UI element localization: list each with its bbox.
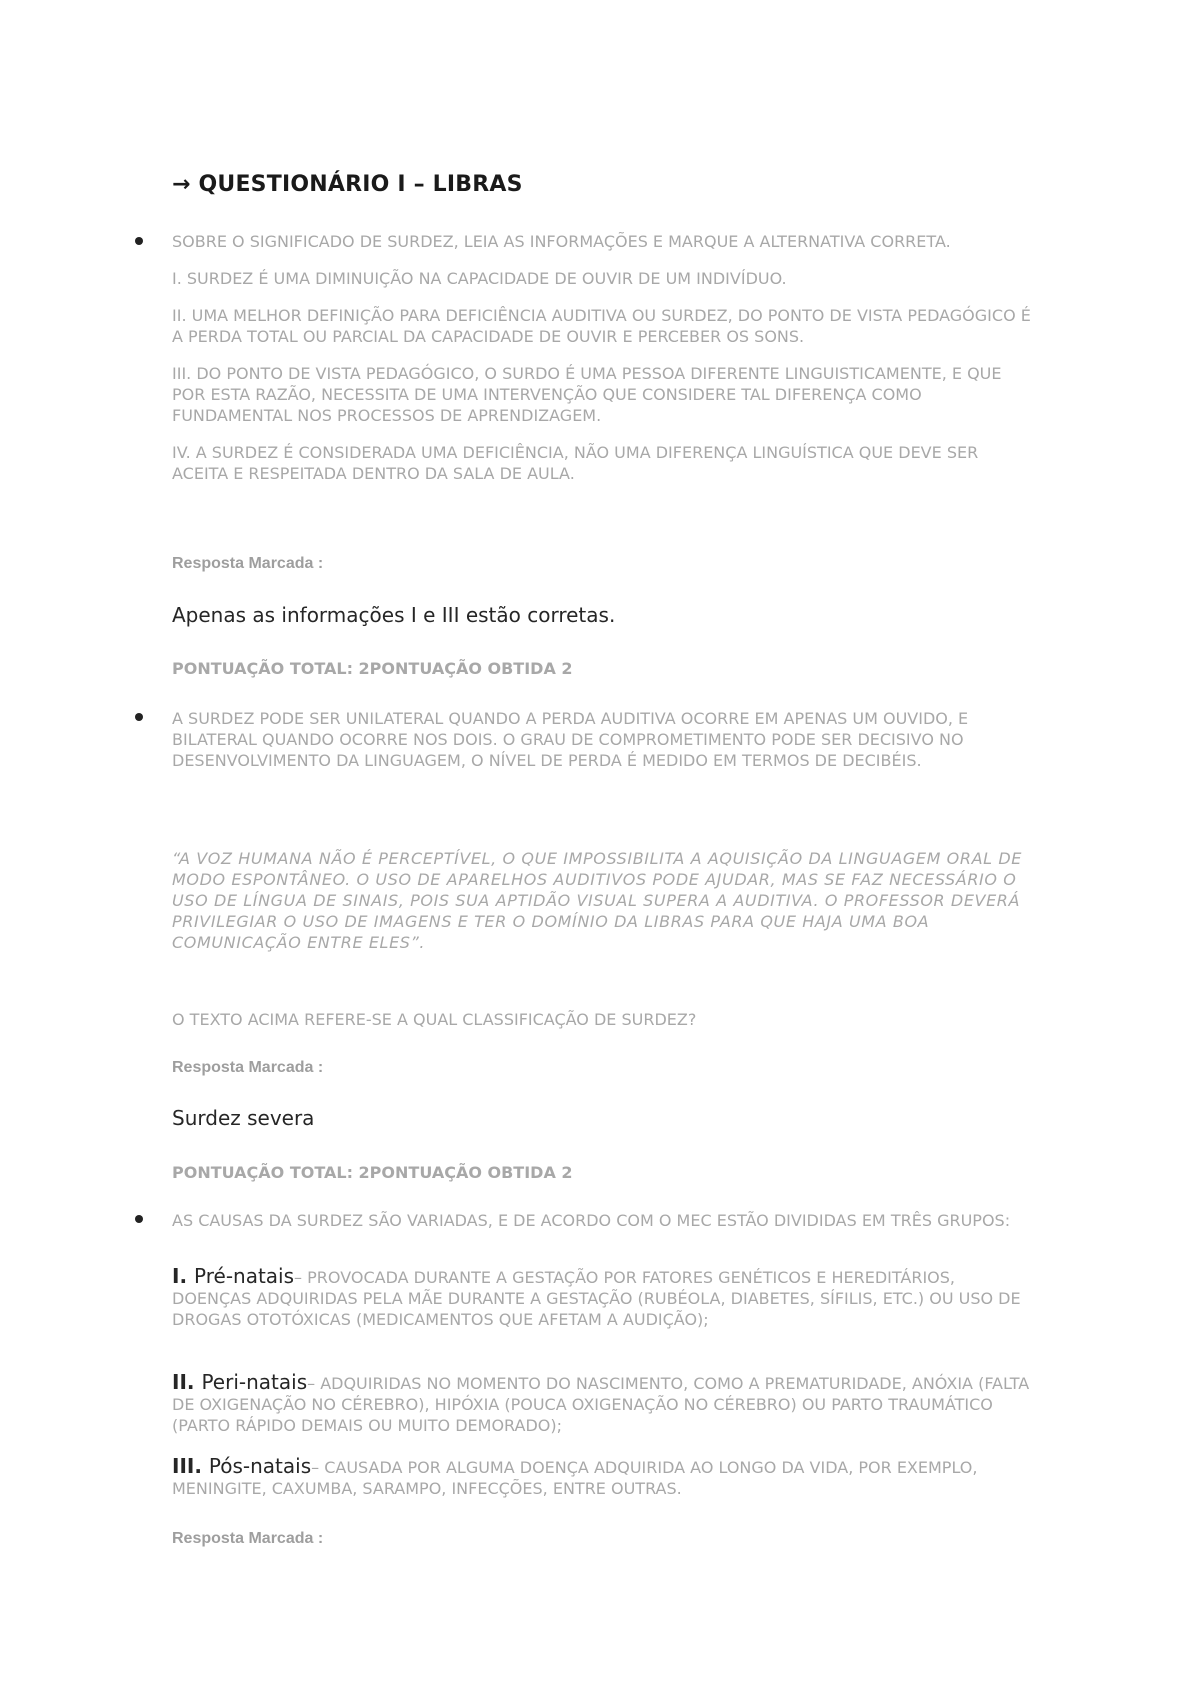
marked-answer: Apenas as informações I e III estão corretas. (172, 603, 616, 627)
statement-iv: IV. A SURDEZ É CONSIDERADA UMA DEFICIÊNCIA, NÃO UMA DIFERENÇA LINGUÍSTICA QUE DEVE SER ACEITA E RESPEITADA DENTRO DA SALA DE AULA. (172, 443, 979, 483)
cause-perinatal (172, 1372, 1032, 1436)
statement-ii: II. UMA MELHOR DEFINIÇÃO PARA DEFICIÊNCIA AUDITIVA OU SURDEZ, DO PONTO DE VISTA PEDAGÓGICO É A PERDA TOTAL OU PARCIAL DA CAPACIDADE DE OUVIR E PERCEBER OS SONS. (172, 306, 1031, 346)
cause-name: Pós-natais (208, 1454, 312, 1478)
question-text: A SURDEZ PODE SER UNILATERAL QUANDO A PERDA AUDITIVA OCORRE EM APENAS UM OUVIDO, E BILATERAL QUANDO OCORRE NOS DOIS. O GRAU DE COMPROMETIMENTO PODE SER DECISIVO NO DESENVOLVIMENTO DA LINGUAGEM, O NÍVEL DE PERDA É MEDIDO EM TERMOS DE DECIBÉIS. (172, 709, 969, 770)
bullet-icon (135, 1215, 143, 1223)
marked-answer: Surdez severa (172, 1106, 315, 1130)
cause-description: – PROVOCADA DURANTE A GESTAÇÃO POR FATORES GENÉTICOS E HEREDITÁRIOS, DOENÇAS ADQUIRIDAS PELA MÃE DURANTE A GESTAÇÃO (RUBÉOLA, DIABETES, SÍFILIS, ETC.) OU USO DE DROGAS OTOTÓXICAS (MEDICAMENTOS QUE AFETAM A AUDIÇÃO); (172, 1268, 1021, 1329)
cause-numeral: II. (172, 1370, 195, 1394)
question-item (172, 708, 1032, 771)
cause-description: – ADQUIRIDAS NO MOMENTO DO NASCIMENTO, COMO A PREMATURIDADE, ANÓXIA (FALTA DE OXIGENAÇÃO NO CÉREBRO), HIPÓXIA (POUCA OXIGENAÇÃO NO CÉREBRO) OU PARTO TRAUMÁTICO (PARTO RÁPIDO DEMAIS OU MUITO DEMORADO); (172, 1374, 1030, 1435)
cause-numeral: III. (172, 1454, 202, 1478)
question-item (172, 1210, 1032, 1231)
answer-label: Resposta Marcada : (172, 1530, 324, 1547)
bullet-icon (135, 237, 143, 245)
question-item (172, 231, 1032, 484)
score-line: PONTUAÇÃO TOTAL: 2PONTUAÇÃO OBTIDA 2 (172, 659, 573, 678)
answer-label: Resposta Marcada : (172, 1059, 324, 1076)
question-text: SOBRE O SIGNIFICADO DE SURDEZ, LEIA AS INFORMAÇÕES E MARQUE A ALTERNATIVA CORRETA. (172, 232, 951, 251)
statement-i: I. SURDEZ É UMA DIMINUIÇÃO NA CAPACIDADE DE OUVIR DE UM INDIVÍDUO. (172, 269, 787, 288)
cause-description: – CAUSADA POR ALGUMA DOENÇA ADQUIRIDA AO LONGO DA VIDA, POR EXEMPLO, MENINGITE, CAXUMBA, SARAMPO, INFECÇÕES, ENTRE OUTRAS. (172, 1458, 978, 1498)
cause-name: Peri-natais (201, 1370, 308, 1394)
score-line: PONTUAÇÃO TOTAL: 2PONTUAÇÃO OBTIDA 2 (172, 1163, 573, 1182)
question-text: AS CAUSAS DA SURDEZ SÃO VARIADAS, E DE ACORDO COM O MEC ESTÃO DIVIDIDAS EM TRÊS GRUPOS: (172, 1211, 1011, 1230)
bullet-icon (135, 713, 143, 721)
cause-prenatal (172, 1266, 1032, 1330)
quote-text: “A VOZ HUMANA NÃO É PERCEPTÍVEL, O QUE IMPOSSIBILITA A AQUISIÇÃO DA LINGUAGEM ORAL DE MODO ESPONTÂNEO. O USO DE APARELHOS AUDITIVOS PODE AJUDAR, MAS SE FAZ NECESSÁRIO O USO DE LÍNGUA DE SINAIS, POIS SUA APTIDÃO VISUAL SUPERA A AUDITIVA. O PROFESSOR DEVERÁ PRIVILEGIAR O USO DE IMAGENS E TER O DOMÍNIO DA LIBRAS PARA QUE HAJA UMA BOA COMUNICAÇÃO ENTRE ELES”. (172, 849, 1022, 952)
question-prompt: O TEXTO ACIMA REFERE-SE A QUAL CLASSIFICAÇÃO DE SURDEZ? (172, 1010, 697, 1029)
statement-iii: III. DO PONTO DE VISTA PEDAGÓGICO, O SURDO É UMA PESSOA DIFERENTE LINGUISTICAMENTE, E QUE POR ESTA RAZÃO, NECESSITA DE UMA INTERVENÇÃO QUE CONSIDERE TAL DIFERENÇA COMO FUNDAMENTAL NOS PROCESSOS DE APRENDIZAGEM. (172, 364, 1002, 425)
cause-numeral: I. (172, 1264, 188, 1288)
page-title: → QUESTIONÁRIO I – LIBRAS (172, 172, 523, 197)
answer-label: Resposta Marcada : (172, 555, 324, 572)
cause-name: Pré-natais (194, 1264, 295, 1288)
cause-postnatal (172, 1456, 1032, 1499)
